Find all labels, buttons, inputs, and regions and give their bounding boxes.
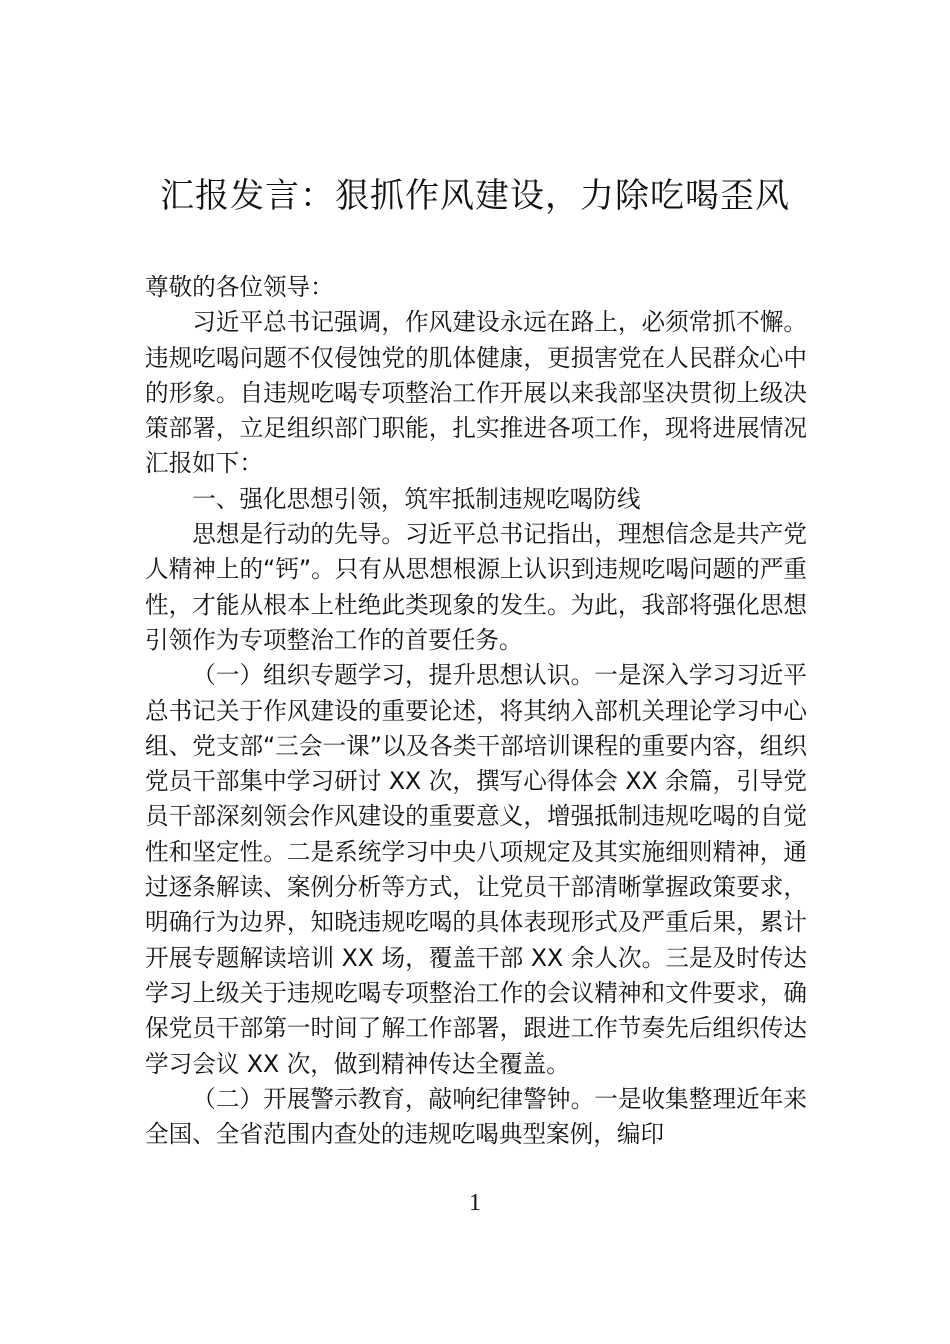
salutation: 尊敬的各位领导：: [145, 273, 334, 301]
body-paragraph: （一）组织专题学习，提升思想认识。一是深入学习习近平总书记关于作风建设的重要论述，将其纳入部机关理论学习中心组、党支部“三会一课”以及各类干部培训课程的重要内容，组织党员干部集中学习研讨 XX 次，撰写心得体会 XX 余篇，引导党员干部深刻领会作风建设的重要意义，增强抵制违规吃喝的自觉性和坚定性。二是系统学习中央八项规定及其实施细则精神，通过逐条解读、案例分析等方式，让党员干部清晰掌握政策要求，明确行为边界，知晓违规吃喝的具体表现形式及严重后果，累计开展专题解读培训 XX 场，覆盖干部 XX 余人次。三是及时传达学习上级关于违规吃喝专项整治工作的会议精神和文件要求，确保党员干部第一时间了解工作部署，跟进工作节奏先后组织传达学习会议 XX 次，做到精神传达全覆盖。: [145, 661, 807, 1078]
document-body: [145, 270, 807, 1152]
page-number: 1: [469, 1190, 481, 1216]
body-paragraph: 思想是行动的先导。习近平总书记指出，理想信念是共产党人精神上的“钙”。只有从思想根源上认识到违规吃喝问题的严重性，才能从根本上杜绝此类现象的发生。为此，我部将强化思想引领作为专项整治工作的首要任务。: [145, 520, 807, 654]
body-paragraph: （二）开展警示教育，敲响纪律警钟。一是收集整理近年来全国、全省范围内查处的违规吃喝典型案例，编印: [145, 1084, 807, 1149]
intro-paragraph: 习近平总书记强调，作风建设永远在路上，必须常抓不懈。违规吃喝问题不仅侵蚀党的肌体健康，更损害党在人民群众心中的形象。自违规吃喝专项整治工作开展以来我部坚决贯彻上级决策部署，立足组织部门职能，扎实推进各项工作，现将进展情况汇报如下：: [145, 308, 807, 478]
section-heading: 一、强化思想引领，筑牢抵制违规吃喝防线: [192, 484, 641, 513]
document-title: 汇报发言：狠抓作风建设，力除吃喝歪风: [160, 176, 790, 216]
